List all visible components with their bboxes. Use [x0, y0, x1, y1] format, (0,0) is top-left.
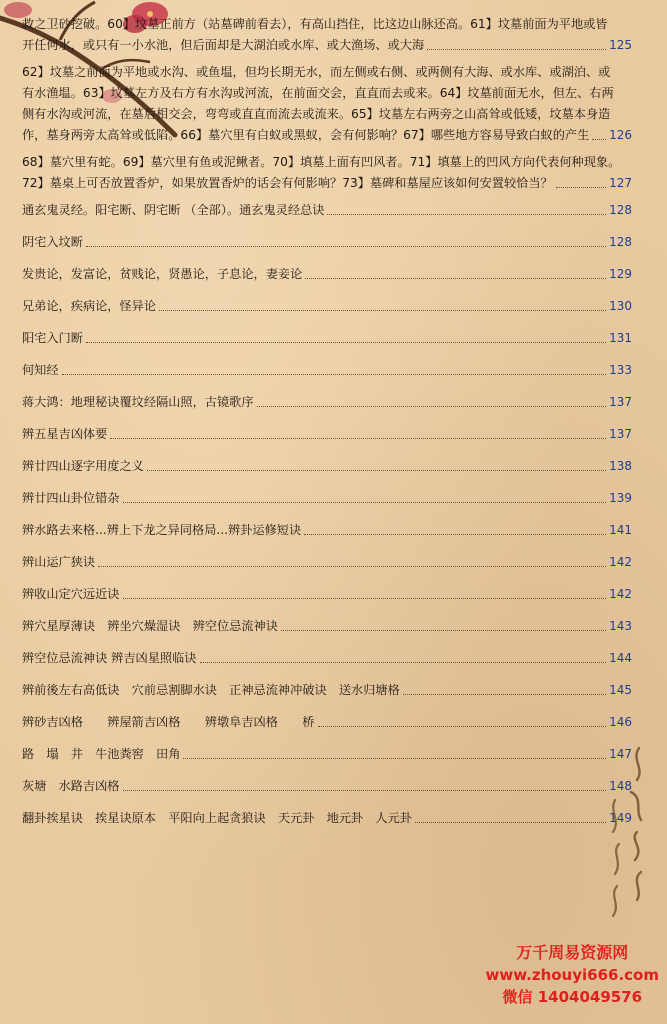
entry-text: 辨廿四山卦位错杂: [22, 490, 120, 505]
table-of-contents: [22, 8, 632, 834]
toc-entry[interactable]: [22, 418, 632, 450]
entry-text: 辨穴星厚薄诀 辨坐穴燥湿诀 辨空位忌流神诀: [22, 618, 278, 633]
page-number: 145: [609, 682, 632, 697]
page-number: 138: [609, 458, 632, 473]
page-number: 125: [609, 38, 632, 52]
page-number: 128: [609, 202, 632, 217]
page-number: 144: [609, 650, 632, 665]
entry-text: 阳宅入门断: [22, 330, 83, 345]
toc-entry[interactable]: [22, 450, 632, 482]
page-number: 129: [609, 266, 632, 281]
page-number: 127: [609, 176, 632, 190]
entry-text: 发贵论，发富论，贫贱论，贤愚论，子息论，妻妾论: [22, 266, 303, 281]
toc-entry[interactable]: [22, 738, 632, 770]
entry-text: 翻卦挨星诀 挨星诀原本 平阳向上起贪狼诀 天元卦 地元卦 人元卦: [22, 810, 412, 825]
toc-entry[interactable]: [22, 482, 632, 514]
entry-text: 路 塌 井 牛池粪窖 田角: [22, 746, 181, 761]
toc-entry[interactable]: [22, 770, 632, 802]
toc-entry[interactable]: [22, 258, 632, 290]
toc-entry[interactable]: [22, 642, 632, 674]
toc-entry[interactable]: [22, 354, 632, 386]
toc-entry[interactable]: [22, 62, 632, 146]
entry-text: 开任何水，或只有一小水池，但后面却是大湖泊或水库、或大渔场、或大海: [22, 38, 425, 52]
toc-entry[interactable]: [22, 546, 632, 578]
toc-entry[interactable]: [22, 226, 632, 258]
entry-text: 阴宅入坟断: [22, 234, 83, 249]
entry-text: 通玄鬼灵经。阳宅断、阴宅断 （全部）。通玄鬼灵经总诀: [22, 202, 325, 217]
entry-text: 辨砂吉凶格 辨屋箭吉凶格 辨墩阜吉凶格 桥: [22, 714, 315, 729]
toc-entry[interactable]: [22, 802, 632, 834]
page-number: 126: [609, 128, 632, 142]
entry-text: 何知经: [22, 362, 59, 377]
page-number: 131: [609, 330, 632, 345]
calligraphy-inscription-icon: [601, 740, 657, 940]
watermark-url[interactable]: www.zhouyi666.com: [485, 966, 659, 984]
entry-text: 蒋大鸿：地理秘诀覆坟经隔山照，古镜歌序: [22, 394, 254, 409]
toc-entry[interactable]: [22, 290, 632, 322]
toc-entry[interactable]: [22, 674, 632, 706]
entry-text: 侧有水沟或河流，在墓后相交会，弯弯或直直而流去或流来。65】坟墓左右两旁之山高耸或低矮，坟墓本身造: [22, 107, 611, 121]
entry-text: 辨水路去来格...辨上下龙之异同格局...辨卦运修短诀: [22, 522, 302, 537]
toc-entry[interactable]: [22, 578, 632, 610]
entry-text: 作，墓身两旁太高耸或低陷。66】墓穴里有白蚁或黑蚁，会有何影响？67】哪些地方容易导致白蚁的产生: [22, 128, 590, 142]
page-number: 137: [609, 426, 632, 441]
toc-entry[interactable]: [22, 514, 632, 546]
page-number: 147: [609, 746, 632, 761]
entry-text: 有水渔塭。63】坟墓左方及右方有水沟或河流，在前面交会，直直而去或来。64】坟墓前面无水，但左、右两: [22, 86, 614, 100]
page-number: 141: [609, 522, 632, 537]
entry-text: 辨山运广狭诀: [22, 554, 96, 569]
page-number: 133: [609, 362, 632, 377]
entry-text: 辨廿四山逐字用度之义: [22, 458, 144, 473]
page-number: 149: [609, 810, 632, 825]
entry-text: 辨前後左右高低诀 穴前忌割脚水诀 正神忌流神冲破诀 送水归塘格: [22, 682, 400, 697]
entry-text: 68】墓穴里有蛇。69】墓穴里有鱼或泥鳅者。70】填墓上面有凹风者。71】填墓上的凹风方向代表何种现象。: [22, 155, 621, 169]
toc-entry[interactable]: [22, 610, 632, 642]
entry-text: 62】坟墓之前面为平地或水沟、或鱼塭，但均长期无水，而左侧或右侧、或两侧有大海、或水库、或湖泊、或: [22, 65, 611, 79]
entry-text: 72】墓桌上可否放置香炉，如果放置香炉的话会有何影响？73】墓碑和墓屋应该如何安置较恰当？: [22, 176, 553, 190]
watermark-wechat: 微信 1404049576: [502, 988, 643, 1006]
site-watermark: [486, 942, 659, 1008]
entry-text: 灰塘 水路吉凶格: [22, 778, 120, 793]
page-number: 146: [609, 714, 632, 729]
entry-text: 救之卫砂挖破。60】坟墓正前方（站墓碑前看去），有高山挡住，比这边山脉还高。61】坟墓前面为平地或皆: [22, 17, 608, 31]
toc-entry[interactable]: [22, 14, 632, 56]
entry-text: 辨空位忌流神诀 辨吉凶星照临诀: [22, 650, 197, 665]
page-number: 143: [609, 618, 632, 633]
page-number: 137: [609, 394, 632, 409]
page-number: 130: [609, 298, 632, 313]
page-number: 142: [609, 586, 632, 601]
toc-entry[interactable]: [22, 706, 632, 738]
page-number: 128: [609, 234, 632, 249]
toc-entry[interactable]: [22, 386, 632, 418]
entry-text: 辨收山定穴远近诀: [22, 586, 120, 601]
toc-entry[interactable]: [22, 322, 632, 354]
entry-text: 辨五星吉凶体要: [22, 426, 108, 441]
entry-text: 兄弟论，疾病论，怪异论: [22, 298, 157, 313]
page-number: 139: [609, 490, 632, 505]
watermark-site-name: 万千周易资源网: [516, 943, 629, 962]
toc-entry[interactable]: [22, 194, 632, 226]
page-number: 148: [609, 778, 632, 793]
page-number: 142: [609, 554, 632, 569]
toc-entry[interactable]: [22, 152, 632, 194]
